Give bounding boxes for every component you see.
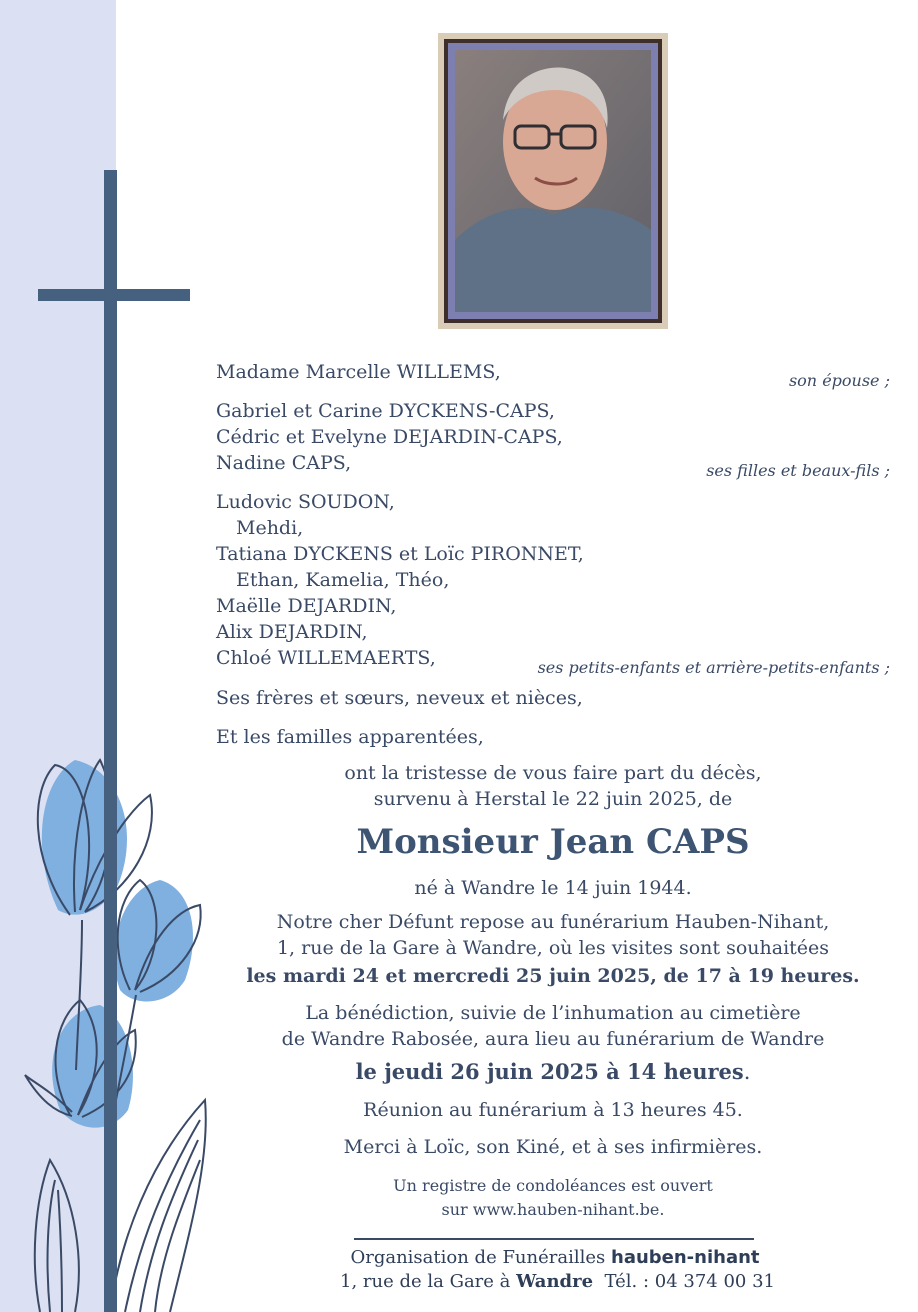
announcement-line-2: survenu à Herstal le 22 juin 2025, de — [373, 788, 733, 810]
child-3: Nadine CAPS, — [216, 452, 352, 474]
grandchild-1: Ludovic SOUDON, — [216, 491, 395, 513]
spouse-role: son épouse ; — [788, 371, 890, 390]
grandchild-5: Maëlle DEJARDIN, — [216, 595, 397, 617]
visits-line: les mardi 24 et mercredi 25 juin 2025, de 17 à 19 heures. — [246, 965, 860, 987]
birth-line: né à Wandre le 14 juin 1944. — [414, 877, 692, 899]
footer-phone: Tél. : 04 374 00 31 — [604, 1271, 775, 1292]
grandchild-4: Ethan, Kamelia, Théo, — [236, 569, 450, 591]
ceremony-date-line: le jeudi 26 juin 2025 à 14 heures. — [355, 1059, 751, 1084]
footer-address: 1, rue de la Gare à Wandre Tél. : 04 374 00 31 — [340, 1271, 775, 1292]
child-1: Gabriel et Carine DYCKENS-CAPS, — [216, 400, 555, 422]
children-role: ses filles et beaux-fils ; — [706, 461, 890, 480]
spouse-name: Madame Marcelle WILLEMS, — [216, 361, 501, 383]
child-2: Cédric et Evelyne DEJARDIN-CAPS, — [216, 426, 563, 448]
ceremony-line-1: La bénédiction, suivie de l’inhumation au cimetière — [305, 1002, 801, 1024]
grandchild-7: Chloé WILLEMAERTS, — [216, 647, 436, 669]
siblings-line: Ses frères et sœurs, neveux et nièces, — [216, 687, 583, 709]
grandchild-6: Alix DEJARDIN, — [216, 621, 368, 643]
grandchild-2: Mehdi, — [236, 517, 304, 539]
footer-divider — [354, 1238, 754, 1240]
register-line-1: Un registre de condoléances est ouvert — [393, 1176, 713, 1195]
ceremony-line-2: de Wandre Rabosée, aura lieu au funérarium de Wandre — [281, 1028, 825, 1050]
deceased-name: Monsieur Jean CAPS — [356, 822, 750, 862]
footer-org-label: Organisation de Funérailles — [350, 1247, 606, 1268]
portrait-frame — [438, 33, 668, 329]
cross-horizontal-bar — [38, 289, 190, 301]
brand-logo-text: hauben-nihant — [611, 1247, 760, 1268]
cross-vertical-bar — [104, 170, 117, 1312]
register-line-2: sur www.hauben-nihant.be. — [441, 1200, 665, 1219]
reunion-line: Réunion au funérarium à 13 heures 45. — [363, 1099, 743, 1121]
footer-town: Wandre — [516, 1271, 594, 1292]
ceremony-date: le jeudi 26 juin 2025 à 14 heures — [355, 1059, 744, 1084]
repose-line-2: 1, rue de la Gare à Wandre, où les visites sont souhaitées — [276, 937, 830, 959]
grandchild-3: Tatiana DYCKENS et Loïc PIRONNET, — [216, 543, 584, 565]
announcement-line-1: ont la tristesse de vous faire part du décès, — [344, 762, 762, 784]
repose-line-1: Notre cher Défunt repose au funérarium Hauben-Nihant, — [276, 911, 830, 933]
grandchildren-role: ses petits-enfants et arrière-petits-enfants ; — [537, 658, 890, 677]
footer-organisation — [340, 1247, 770, 1268]
portrait-photo — [455, 50, 651, 312]
relatives-line: Et les familles apparentées, — [216, 726, 484, 748]
thanks-line: Merci à Loïc, son Kiné, et à ses infirmières. — [343, 1136, 763, 1158]
